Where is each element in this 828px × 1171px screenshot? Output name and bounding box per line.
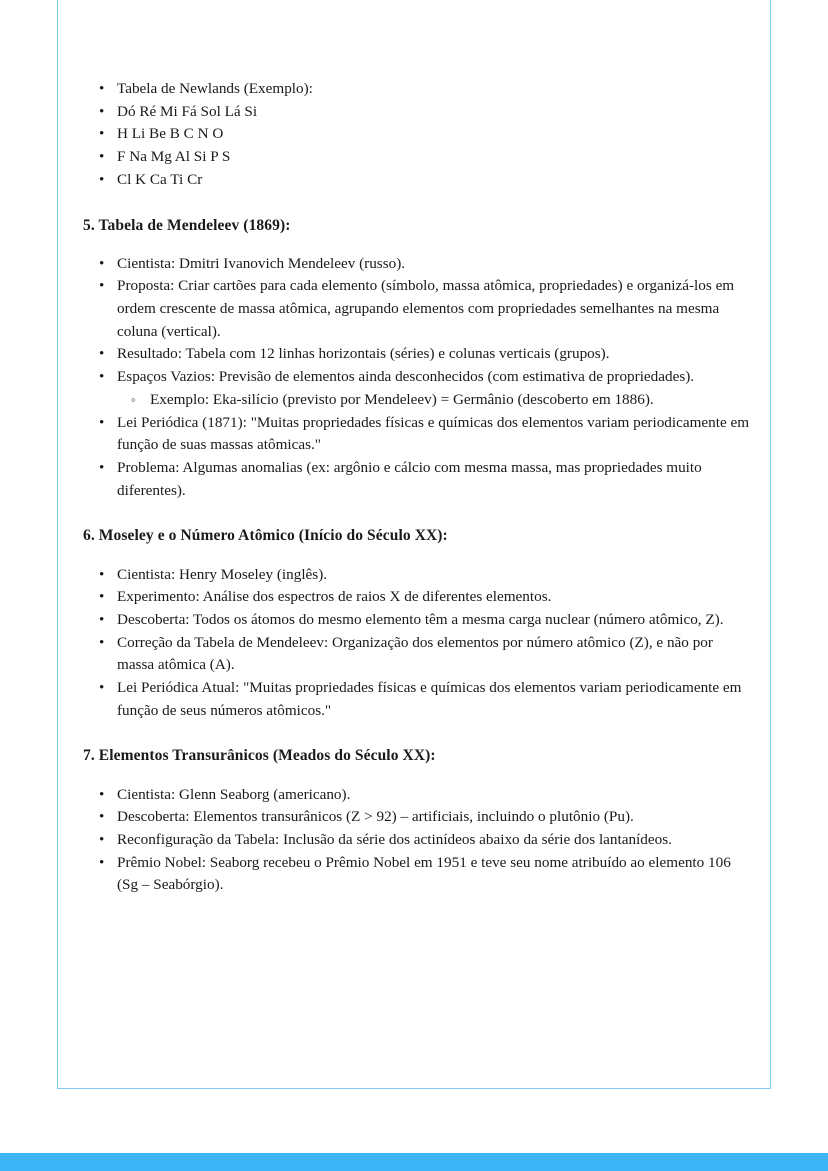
list-item — [95, 412, 750, 457]
list-item — [95, 457, 750, 502]
section-heading-5: 5. Tabela de Mendeleev (1869): — [83, 216, 291, 234]
list-item-text: Cientista: Dmitri Ivanovich Mendeleev (russo). — [117, 254, 406, 272]
bullet-icon: • — [99, 413, 105, 431]
list-item — [95, 784, 750, 807]
list-item-text: Cientista: Henry Moseley (inglês). — [117, 565, 328, 583]
list-item — [95, 78, 750, 101]
list-item-text: Tabela de Newlands (Exemplo): — [117, 80, 313, 97]
bullet-icon: • — [99, 125, 105, 143]
list-item — [95, 253, 750, 276]
bullet-icon: • — [99, 679, 105, 697]
bullet-icon: • — [99, 80, 105, 97]
bullet-icon: • — [99, 148, 105, 166]
list-item-text: Problema: Algumas anomalias (ex: argônio e cálcio com mesma massa, mas propriedades muito diferentes). — [117, 458, 702, 499]
list-item — [95, 146, 750, 169]
list-item-text: Lei Periódica Atual: "Muitas propriedades físicas e químicas dos elementos variam periodicamente em função de seus números atômicos." — [117, 679, 742, 719]
bullet-icon: • — [99, 610, 105, 628]
bullet-icon: • — [99, 254, 105, 272]
list-item — [95, 677, 750, 722]
list-item-text: Correção da Tabela de Mendeleev: Organização dos elementos por número atômico (Z), e não por massa atômica (A). — [117, 633, 713, 674]
sub-bullet-icon: ◦ — [131, 391, 136, 407]
section-heading-6: 6. Moseley e o Número Atômico (Início do Século XX): — [83, 527, 448, 545]
list-item — [95, 632, 750, 677]
bullet-icon: • — [99, 853, 105, 871]
sub-list-item — [95, 389, 750, 412]
bullet-icon: • — [99, 565, 105, 583]
list-item — [95, 169, 750, 192]
list-item-text: H Li Be B C N O — [117, 125, 224, 143]
section-heading-7: 7. Elementos Transurânicos (Meados do Século XX): — [83, 747, 436, 765]
list-item-text: Experimento: Análise dos espectros de raios X de diferentes elementos. — [117, 588, 552, 606]
list-item-text: Dó Ré Mi Fá Sol Lá Si — [117, 102, 258, 120]
list-item-text: Proposta: Criar cartões para cada elemento (símbolo, massa atômica, propriedades) e organizá-los em ordem crescente de massa atômica, agrupando elementos com propriedades semelhantes na mesma coluna (vertical). — [117, 277, 735, 340]
bullet-icon: • — [99, 785, 105, 803]
list-item — [95, 101, 750, 124]
list-item-text: Descoberta: Elementos transurânicos (Z > 92) – artificiais, incluindo o plutônio (Pu). — [117, 808, 634, 826]
bullet-icon: • — [99, 102, 105, 120]
bullet-icon: • — [99, 831, 105, 848]
section-5-list-continued — [95, 412, 750, 503]
bullet-icon: • — [99, 345, 105, 363]
list-item-text: Descoberta: Todos os átomos do mesmo elemento têm a mesma carga nuclear (número atômico, Z). — [117, 610, 724, 628]
list-item — [95, 366, 750, 389]
bullet-icon: • — [99, 458, 105, 476]
section-6-list — [95, 564, 750, 723]
bullet-icon: • — [99, 368, 105, 386]
document-content — [83, 78, 750, 897]
bullet-icon: • — [99, 633, 105, 651]
list-item-text: F Na Mg Al Si P S — [117, 148, 231, 166]
list-item-text: Reconfiguração da Tabela: Inclusão da série dos actinídeos abaixo da série dos lantanídeos. — [117, 831, 672, 848]
list-item-text: Lei Periódica (1871): "Muitas propriedades físicas e químicas dos elementos variam periodicamente em função de suas massas atômicas." — [117, 413, 750, 454]
list-item — [95, 275, 750, 343]
list-item — [95, 806, 750, 829]
list-item — [95, 609, 750, 632]
bullet-icon: • — [99, 588, 105, 606]
list-item — [95, 586, 750, 609]
newlands-list — [95, 78, 750, 192]
list-item — [95, 123, 750, 146]
list-item-text: Cl K Ca Ti Cr — [117, 170, 203, 188]
list-item — [95, 829, 750, 852]
list-item-text: Prêmio Nobel: Seaborg recebeu o Prêmio Nobel em 1951 e teve seu nome atribuído ao elemento 106 (Sg – Seabórgio). — [117, 853, 731, 894]
list-item-text: Espaços Vazios: Previsão de elementos ainda desconhecidos (com estimativa de propriedades). — [117, 368, 695, 386]
section-5-sublist — [95, 389, 750, 412]
bullet-icon: • — [99, 170, 105, 188]
bullet-icon: • — [99, 277, 105, 295]
bullet-icon: • — [99, 808, 105, 826]
sub-list-item-text: Exemplo: Eka-silício (previsto por Mendeleev) = Germânio (descoberto em 1886). — [150, 390, 654, 408]
list-item — [95, 564, 750, 587]
section-5-list — [95, 253, 750, 389]
list-item — [95, 852, 750, 897]
list-item — [95, 343, 750, 366]
section-7-list — [95, 784, 750, 898]
list-item-text: Cientista: Glenn Seaborg (americano). — [117, 785, 351, 803]
bottom-accent-bar — [0, 1153, 828, 1171]
list-item-text: Resultado: Tabela com 12 linhas horizontais (séries) e colunas verticais (grupos). — [117, 345, 610, 363]
